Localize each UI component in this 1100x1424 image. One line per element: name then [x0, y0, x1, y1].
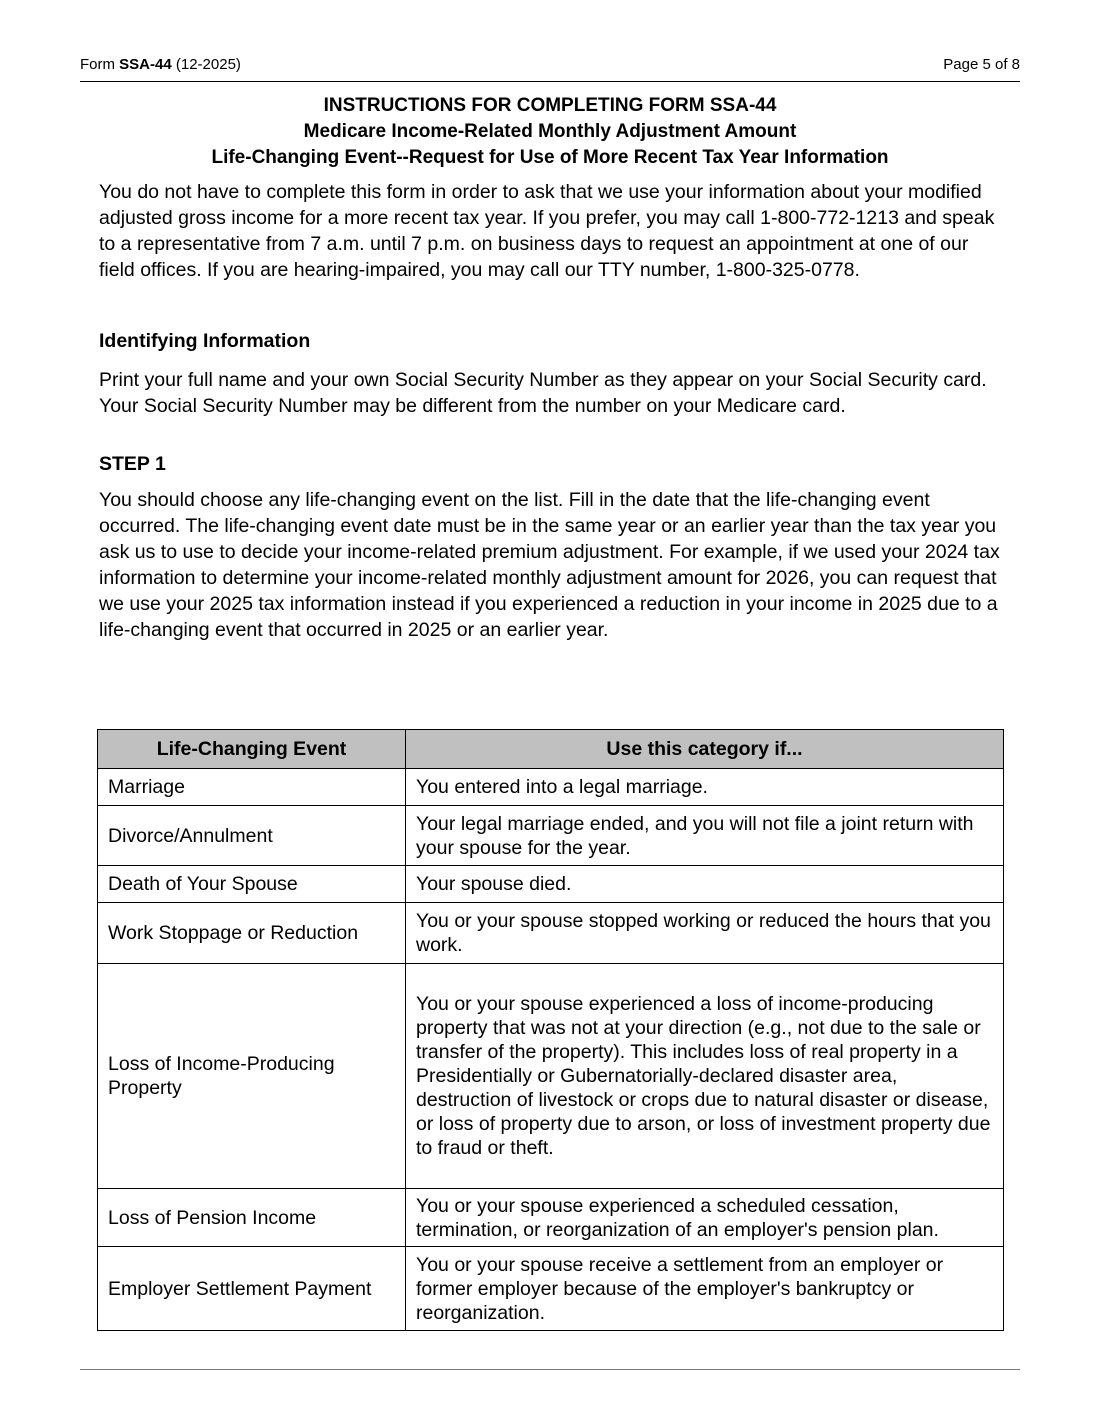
- page-number: Page 5 of 8: [943, 55, 1020, 73]
- identifying-heading: Identifying Information: [99, 330, 311, 352]
- event-cell: Work Stoppage or Reduction: [98, 903, 406, 964]
- table-row: [98, 903, 1004, 964]
- table-row: [98, 1189, 1004, 1247]
- title-line-3: Life-Changing Event--Request for Use of More Recent Tax Year Information: [211, 147, 889, 168]
- table-row: [98, 769, 1004, 806]
- life-changing-events-table: [97, 729, 1004, 1331]
- header-divider: [80, 81, 1020, 82]
- table-header-row: [98, 730, 1004, 769]
- description-cell: You or your spouse receive a settlement from an employer or former employer because of the employer's bankruptcy or reorganization.: [406, 1247, 1004, 1331]
- page-header: [80, 53, 1020, 75]
- form-prefix: Form: [80, 55, 115, 73]
- form-date: (12-2025): [175, 55, 241, 73]
- event-cell: Employer Settlement Payment: [98, 1247, 406, 1331]
- table-row: [98, 1247, 1004, 1331]
- table-row: [98, 806, 1004, 866]
- description-cell: You or your spouse experienced a loss of income-producing property that was not at your direction (e.g., not due to the sale or transfer of the property). This includes loss of real property in a Presidentially or Gubernatorially-declared disaster area, destruction of livestock or crops due to natural disaster or disease, or loss of property due to arson, or loss of investment property due to fraud or theft.: [406, 964, 1004, 1189]
- form-id: SSA-44: [119, 55, 172, 73]
- document-title: [80, 93, 1020, 171]
- description-cell: You entered into a legal marriage.: [406, 769, 1004, 806]
- intro-paragraph: You do not have to complete this form in order to ask that we use your information about your modified adjusted gross income for a more recent tax year. If you prefer, you may call 1-800-772-1213 and speak to a representative from 7 a.m. until 7 p.m. on business days to request an appointment at one of our field offices. If you are hearing-impaired, you may call our TTY number, 1-800-325-0778.: [99, 181, 995, 281]
- event-cell: Death of Your Spouse: [98, 866, 406, 903]
- event-cell: Divorce/Annulment: [98, 806, 406, 866]
- description-cell: You or your spouse stopped working or reduced the hours that you work.: [406, 903, 1004, 964]
- event-cell: Loss of Pension Income: [98, 1189, 406, 1247]
- identifying-paragraph: Print your full name and your own Social Security Number as they appear on your Social Security card. Your Social Security Number may be different from the number on your Medicare card.: [99, 369, 987, 417]
- form-identifier: [80, 56, 241, 73]
- event-cell: Marriage: [98, 769, 406, 806]
- column-header-event: Life-Changing Event: [98, 730, 406, 769]
- footer-divider: [80, 1369, 1020, 1370]
- title-line-1: INSTRUCTIONS FOR COMPLETING FORM SSA-44: [323, 95, 777, 116]
- description-cell: Your spouse died.: [406, 866, 1004, 903]
- table-row: [98, 866, 1004, 903]
- event-cell: Loss of Income-Producing Property: [98, 964, 406, 1189]
- description-cell: Your legal marriage ended, and you will not file a joint return with your spouse for the year.: [406, 806, 1004, 866]
- step1-heading: STEP 1: [99, 453, 166, 475]
- title-line-2: Medicare Income-Related Monthly Adjustment Amount: [303, 121, 797, 142]
- table-row: [98, 964, 1004, 1189]
- step1-paragraph: You should choose any life-changing event on the list. Fill in the date that the life-changing event occurred. The life-changing event date must be in the same year or an earlier year than the tax year you ask us to use to decide your income-related premium adjustment. For example, if we used your 2024 tax information to determine your income-related monthly adjustment amount for 2026, you can request that we use your 2025 tax information instead if you experienced a reduction in your income in 2025 due to a life-changing event that occurred in 2025 or an earlier year.: [99, 489, 1000, 641]
- description-cell: You or your spouse experienced a scheduled cessation, termination, or reorganization of an employer's pension plan.: [406, 1189, 1004, 1247]
- column-header-category: Use this category if...: [406, 730, 1004, 769]
